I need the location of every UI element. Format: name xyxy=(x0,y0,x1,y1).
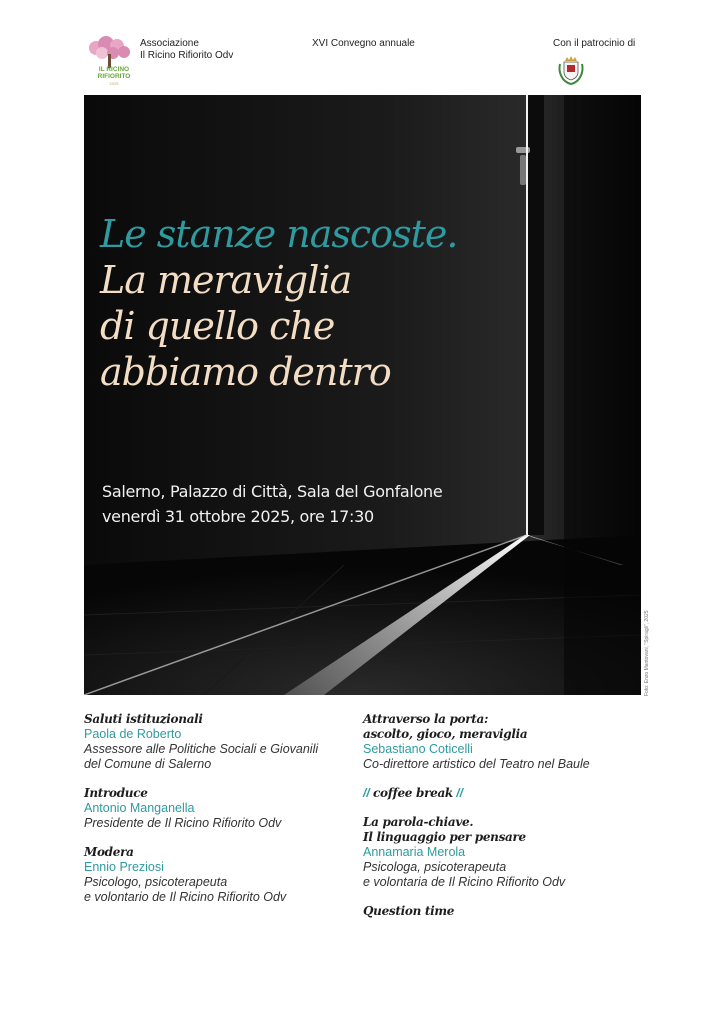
question-time: Question time xyxy=(363,904,455,918)
program-left-column xyxy=(84,712,374,919)
title-line-2: La meraviglia xyxy=(100,258,352,302)
program-right-column xyxy=(363,712,653,933)
logo-text: IL RICINO RIFIORITO 2025 xyxy=(97,66,131,86)
program-item: Saluti istituzionali Paola de Roberto Assessore alle Politiche Sociali e Giovanili del Comune di Salerno xyxy=(84,712,374,772)
venue-datetime: venerdì 31 ottobre 2025, ore 17:30 xyxy=(102,507,374,526)
program-item: Introduce Antonio Manganella Presidente de Il Ricino Rifiorito Odv xyxy=(84,786,374,831)
program-item: Modera Ennio Preziosi Psicologo, psicoterapeuta e volontario de Il Ricino Rifiorito Odv xyxy=(84,845,374,905)
tree-icon xyxy=(82,36,138,70)
title-line-4: abbiamo dentro xyxy=(100,350,391,394)
speaker-name: Ennio Preziosi xyxy=(84,860,164,874)
door-light-photo xyxy=(84,95,641,695)
convegno-label: XVI Convegno annuale xyxy=(312,38,415,49)
speaker-name: Antonio Manganella xyxy=(84,801,195,815)
program-item: Attraverso la porta: ascolto, gioco, meraviglia Sebastiano Coticelli Co-direttore artistico del Teatro nel Baule xyxy=(363,712,653,772)
municipal-crest-icon xyxy=(556,52,586,86)
hero-image xyxy=(84,95,641,695)
association-name: Associazione Il Ricino Rifiorito Odv xyxy=(140,38,234,61)
title-line-3: di quello che xyxy=(100,304,335,348)
event-venue xyxy=(102,479,442,529)
venue-location: Salerno, Palazzo di Città, Sala del Gonfalone xyxy=(102,482,443,501)
speaker-name: Paola de Roberto xyxy=(84,727,182,741)
patrocinio-label: Con il patrocinio di xyxy=(553,38,636,49)
association-logo xyxy=(82,36,138,96)
photo-credit: Foto: Enzo Mantovani, "Spiragli", 2025 xyxy=(644,610,650,696)
header xyxy=(0,36,724,96)
coffee-break: // coffee break // xyxy=(363,786,463,800)
program-item: La parola-chiave. Il linguaggio per pensare Annamaria Merola Psicologa, psicoterapeuta e volontaria de Il Ricino Rifiorito Odv xyxy=(363,815,653,890)
title-line-1: Le stanze nascoste. xyxy=(100,212,458,256)
speaker-name: Annamaria Merola xyxy=(363,845,466,859)
speaker-name: Sebastiano Coticelli xyxy=(363,742,473,756)
event-title xyxy=(100,211,457,395)
